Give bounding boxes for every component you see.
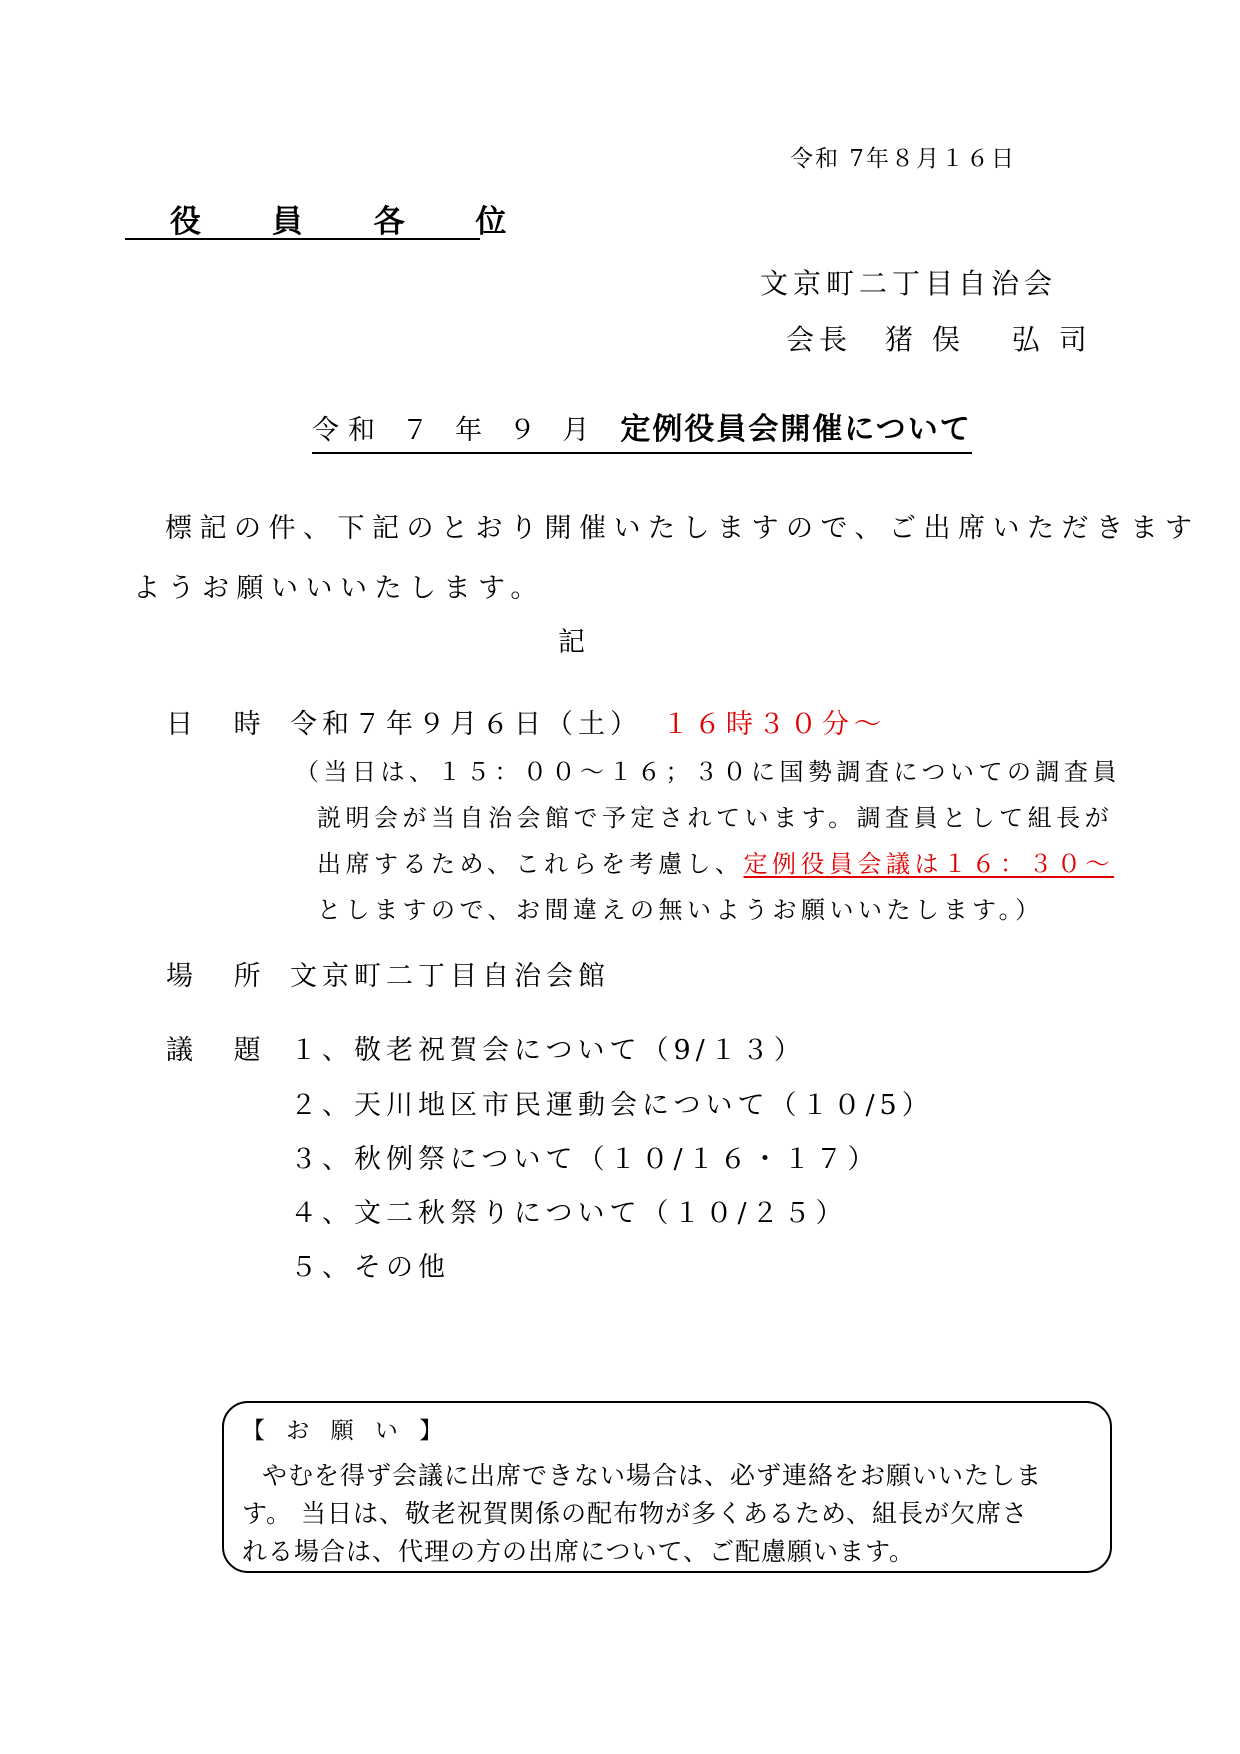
datetime-note-line3-pre: 出席するため、これらを考慮し、 — [317, 850, 744, 878]
datetime-time: １６時３０分～ — [662, 709, 886, 740]
datetime-date: 令和７年９月６日（土） — [290, 709, 642, 740]
place-label: 場 所 — [166, 961, 277, 992]
datetime-value — [290, 702, 886, 741]
agenda-item: ５、その他 — [290, 1252, 450, 1283]
agenda-item: ４、文二秋祭りについて（１０/２５） — [290, 1198, 848, 1229]
title-main: 定例役員会開催について — [620, 412, 972, 447]
datetime-note-line3-red: 定例役員会議は１６：３０～ — [743, 850, 1115, 878]
addressee: 役 員 各 位 — [170, 204, 537, 240]
agenda-item: ２、天川地区市民運動会について（１０/5） — [290, 1090, 934, 1121]
organization-name: 文京町二丁目自治会 — [760, 267, 1058, 300]
agenda-label: 議 題 — [166, 1035, 277, 1066]
document-title — [312, 404, 972, 454]
title-prefix: 令和 ７ 年 ９ 月 — [312, 415, 599, 446]
president-name: 会長 猪 俣 弘 司 — [786, 323, 1092, 356]
datetime-note-line4: としますので、お間違えの無いようお願いいたします。） — [317, 896, 1044, 924]
place-value: 文京町二丁目自治会館 — [290, 961, 610, 992]
request-line1: やむを得ず会議に出席できない場合は、必ず連絡をお願いいたしま — [262, 1461, 1043, 1490]
datetime-label: 日 時 — [166, 709, 277, 740]
body-text-line2: ようお願いいいたします。 — [133, 573, 545, 604]
datetime-note-line3 — [317, 844, 1114, 879]
datetime-note-line1: （当日は、１５：００～１６；３０に国勢調査についての調査員 — [295, 758, 1122, 786]
document-date: 令和 7年８月１６日 — [790, 146, 1016, 172]
agenda-item: １、敬老祝賀会について（9/１３） — [290, 1035, 806, 1066]
body-text-line1: 標記の件、下記のとおり開催いたしますので、ご出席いただきます — [165, 513, 1200, 544]
addressee-block — [125, 190, 537, 240]
request-line3: れる場合は、代理の方の出席について、ご配慮願います。 — [242, 1537, 916, 1566]
datetime-note-line2: 説明会が当自治会館で予定されています。調査員として組長が — [317, 804, 1114, 832]
request-title: 【 お 願 い 】 — [242, 1418, 450, 1444]
ki-heading: 記 — [558, 627, 585, 658]
agenda-item: ３、秋例祭について（１０/１６・１７） — [290, 1144, 880, 1175]
request-line2: す。 当日は、敬老祝賀関係の配布物が多くあるため、組長が欠席さ — [242, 1499, 1028, 1528]
